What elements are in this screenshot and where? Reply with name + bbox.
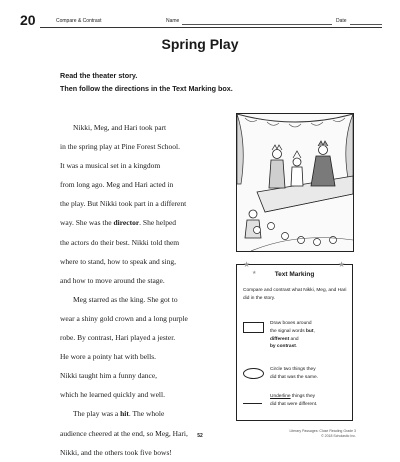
story-line: which he learned quickly and well. [60, 390, 165, 400]
story-text [60, 118, 235, 462]
story-line: robe. By contrast, Hari played a jester. [60, 333, 176, 343]
instruction-keyword: Underline [270, 394, 291, 399]
story-line: Nikki, Meg, and Hari took part [73, 123, 167, 132]
star-icon: ★ [252, 270, 257, 276]
instruction-underline [243, 393, 348, 411]
star-icon: ★ [243, 260, 251, 269]
credit-line: Literary Passages: Close Reading Grade 3 [289, 429, 356, 433]
directions-line-2: Then follow the directions in the Text Marking box. [60, 84, 233, 93]
instruction-line: Circle two things they [270, 367, 316, 372]
instruction-line: did that was the same. [270, 374, 318, 380]
story-line: and how to move around the stage. [60, 275, 165, 285]
instruction-line [270, 336, 345, 344]
signal-word: different [270, 336, 290, 342]
signal-word: but [306, 328, 314, 334]
instruction-box [243, 320, 348, 350]
star-icon: ★ [338, 260, 346, 269]
directions-line-1: Read the theater story. [60, 71, 138, 80]
story-line: audience cheered at the end, so Meg, Hari, [60, 428, 188, 438]
section-label: Compare & Contrast [56, 18, 102, 24]
story-line: It was a musical set in a kingdom [60, 161, 161, 171]
story-line: wear a shiny gold crown and a long purple [60, 313, 188, 323]
vocab-word-hit: hit [120, 409, 129, 419]
page-header [20, 14, 382, 28]
instruction-circle [243, 366, 348, 384]
footer-credit [236, 429, 356, 438]
circle-symbol [243, 368, 264, 379]
date-label: Date [336, 18, 347, 24]
footer-page-number: 52 [197, 433, 203, 439]
story-line: Meg starred as the king. She got to [73, 294, 178, 304]
box-symbol [243, 322, 264, 333]
instruction-fragment: , [313, 328, 315, 334]
instruction-fragment: the signal words [270, 328, 306, 334]
theater-illustration [236, 113, 354, 252]
instruction-line [270, 328, 345, 336]
name-label: Name [166, 18, 180, 24]
instruction-line: did that were different. [270, 401, 318, 407]
instruction-line: Draw boxes around [270, 321, 312, 326]
story-fragment: way. She was the [60, 218, 114, 228]
instruction-line [270, 393, 345, 401]
story-line [60, 213, 235, 232]
header-rule [40, 27, 382, 28]
instruction-line [270, 343, 345, 351]
instruction-text [270, 320, 345, 351]
text-marking-intro: Compare and contrast what Nikki, Meg, and Hari did in the story. [243, 288, 347, 301]
instruction-fragment: and [289, 336, 299, 342]
story-line: Nikki, and the others took five bows! [60, 447, 172, 457]
text-marking-box [236, 260, 353, 421]
instruction-fragment: things they [290, 394, 316, 399]
story-fragment: . The whole [128, 409, 165, 419]
date-field-line[interactable] [350, 24, 382, 25]
story-line [60, 404, 235, 423]
story-fragment: The play was a [73, 409, 121, 419]
page-number: 20 [20, 12, 36, 28]
instruction-text [270, 366, 345, 382]
signal-word: by contrast [270, 344, 296, 350]
credit-line: © 2018 Scholastic Inc. [321, 433, 356, 438]
story-line: He wore a pointy hat with bells. [60, 352, 157, 362]
story-line: the play. But Nikki took part in a different [60, 199, 187, 209]
instruction-fragment: . [295, 344, 298, 350]
story-fragment: . She helped [139, 218, 177, 228]
page-title: Spring Play [161, 36, 239, 52]
instruction-text [270, 393, 345, 409]
vocab-word-director: director [113, 218, 140, 228]
text-marking-title: Text Marking [274, 271, 315, 278]
story-line: the actors do their best. Nikki told them [60, 237, 180, 247]
story-line: Nikki taught him a funny dance, [60, 371, 158, 381]
underline-symbol [243, 403, 262, 404]
story-line: where to stand, how to speak and sing, [60, 256, 177, 266]
name-field-line[interactable] [182, 24, 332, 25]
story-line: from long ago. Meg and Hari acted in [60, 180, 174, 190]
story-line: in the spring play at Pine Forest School. [60, 142, 180, 152]
